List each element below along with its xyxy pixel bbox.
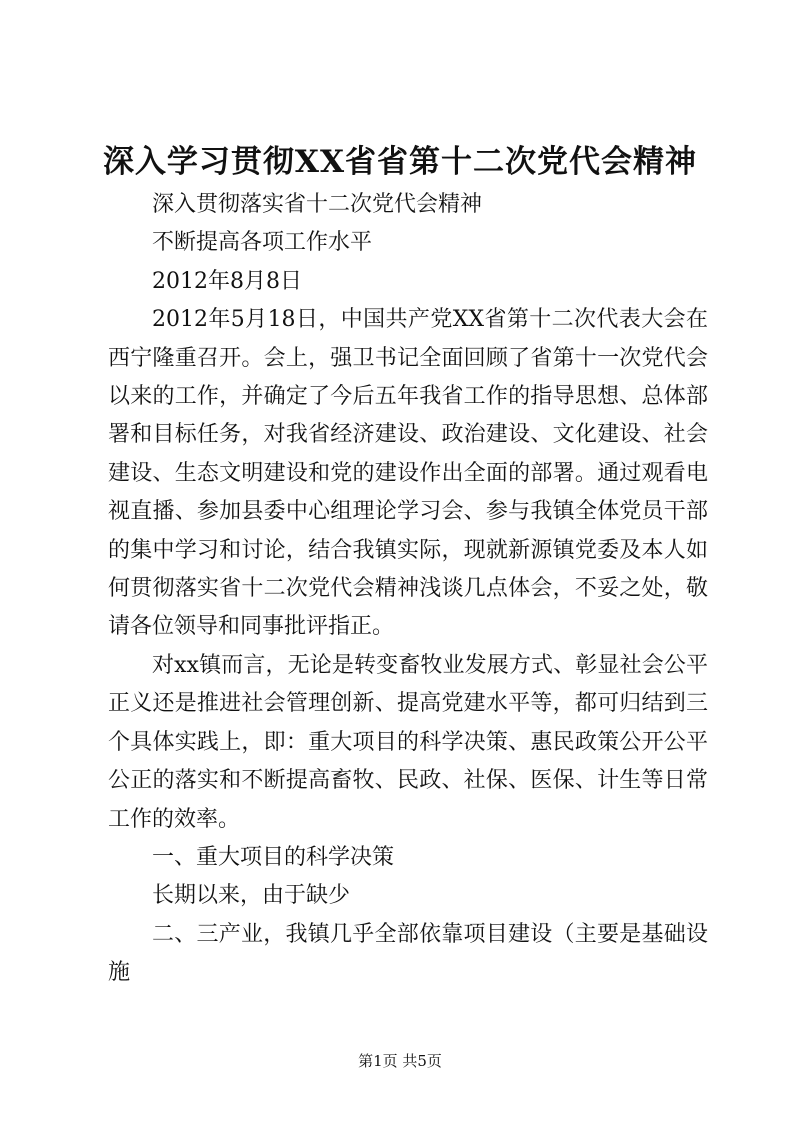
subtitle-line-1: 深入贯彻落实省十二次党代会精神 — [152, 192, 483, 217]
paragraph-summary: 对xx镇而言，无论是转变畜牧业发展方式、彰显社会公平正义还是推进社会管理创新、提高党建水平等，都可归结到三个具体实践上，即：重大项目的科学决策、惠民政策公开公平公正的落实和不断提高畜牧、民政、社保、医保、计生等日常工作的效率。 — [108, 652, 708, 832]
paragraph-fragment-1: 长期以来，由于缺少 — [152, 883, 351, 909]
document-body — [108, 186, 708, 993]
document-title: 深入学习贯彻XX省省第十二次党代会精神 — [102, 144, 698, 180]
document-date: 2012年8月8日 — [152, 268, 302, 294]
section-heading-1: 一、重大项目的科学决策 — [152, 844, 395, 870]
subtitle-line-2: 不断提高各项工作水平 — [152, 230, 373, 256]
page-number-footer: 第1页 共5页 — [358, 1052, 442, 1070]
paragraph-fragment-2: 二、三产业，我镇几乎全部依靠项目建设（主要是基础设施 — [108, 921, 708, 986]
paragraph-intro: 2012年5月18日，中国共产党XX省第十二次代表大会在西宁隆重召开。会上，强卫书记全面回顾了省第十一次党代会以来的工作，并确定了今后五年我省工作的指导思想、总体部署和目标任务，对我省经济建设、政治建设、文化建设、社会建设、生态文明建设和党的建设作出全面的部署。通过观看电视直播、参加县委中心组理论学习会、参与我镇全体党员干部的集中学习和讨论，结合我镇实际，现就新源镇党委及本人如何贯彻落实省十二次党代会精神浅谈几点体会，不妥之处，敬请各位领导和同事批评指正。 — [108, 307, 708, 640]
